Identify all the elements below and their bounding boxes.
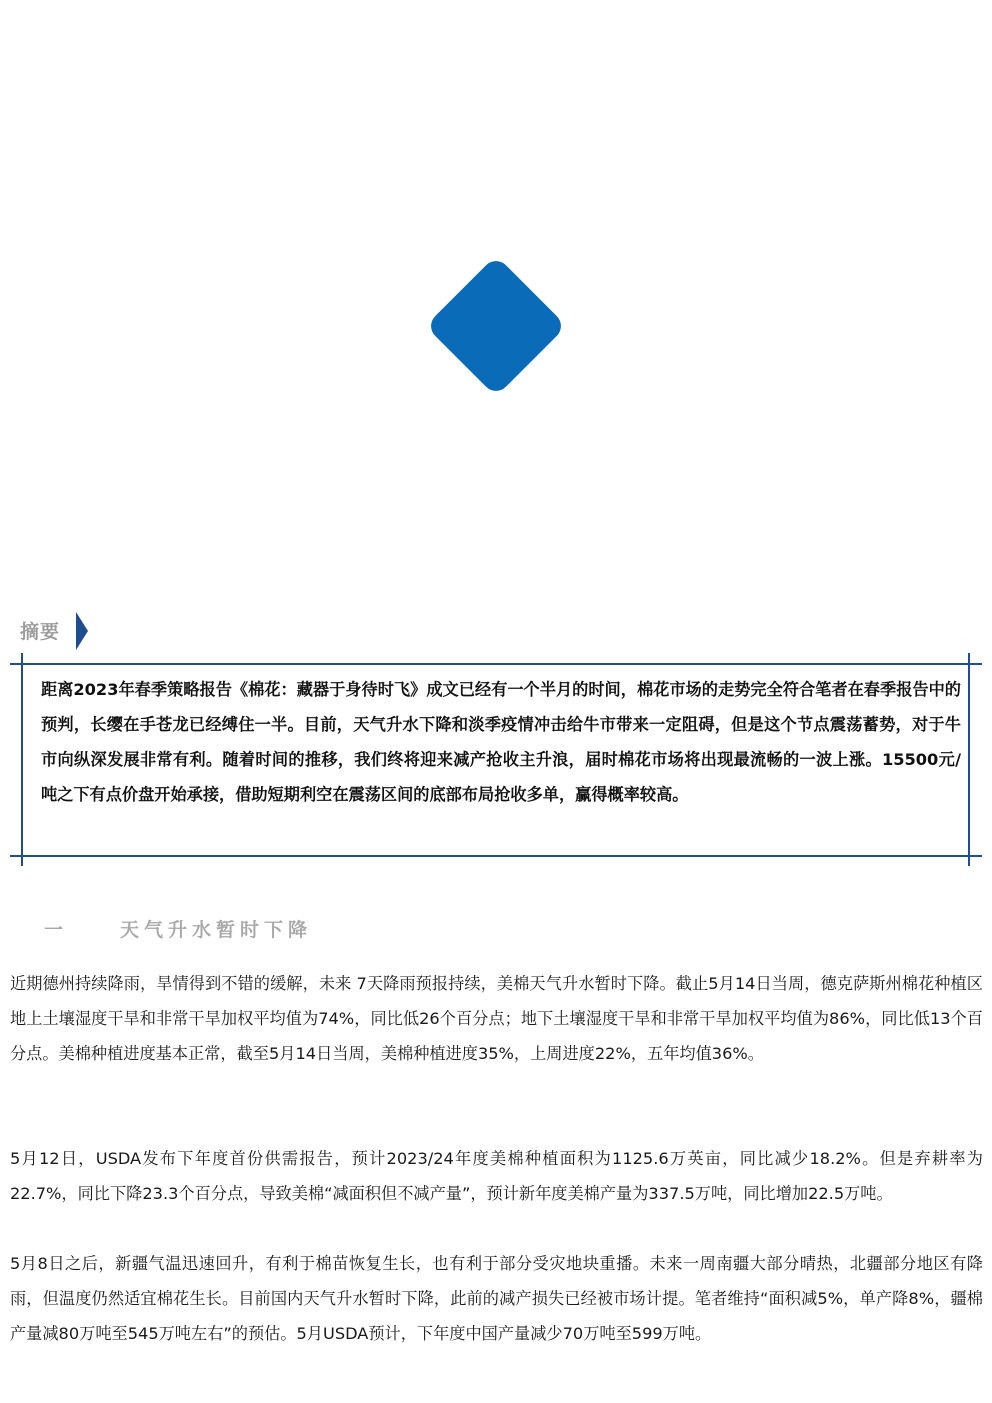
paragraph-usda: 5月12日，USDA发布下年度首份供需报告，预计2023/24年度美棉种植面积为1125.6万英亩，同比减少18.2%。但是弃耕率为22.7%，同比下降23.3个百分点，导致美棉“减面积但不减产量”，预计新年度美棉产量为337.5万吨，同比增加22.5万吨。 <box>10 1149 983 1203</box>
arrow-marker-icon <box>76 612 88 650</box>
summary-label: 摘要 <box>20 621 61 643</box>
section-title: 天气升水暂时下降 <box>120 919 313 941</box>
paragraph-xinjiang: 5月8日之后，新疆气温迅速回升，有利于棉苗恢复生长，也有利于部分受灾地块重播。未来一周南疆大部分晴热，北疆部分地区有降雨，但温度仍然适宜棉花生长。目前国内天气升水暂时下降，此前的减产损失已经被市场计提。笔者维持“面积减5%，单产降8%，疆棉产量减80万吨至545万吨左右”的预估。5月USDA预计，下年度中国产量减少70万吨至599万吨。 <box>10 1254 983 1343</box>
paragraph-weather: 近期德州持续降雨，旱情得到不错的缓解，未来 7天降雨预报持续，美棉天气升水暂时下降。截止5月14日当周，德克萨斯州棉花种植区地上土壤湿度干旱和非常干旱加权平均值为74%，同比低26个百分点；地下土壤湿度干旱和非常干旱加权平均值为86%，同比低13个百分点。美棉种植进度基本正常，截至5月14日当周，美棉种植进度35%，上周进度22%，五年均值36%。 <box>10 974 983 1063</box>
section-number: 一 <box>44 919 64 941</box>
summary-text: 距离2023年春季策略报告《棉花：藏器于身待时飞》成文已经有一个半月的时间，棉花市场的走势完全符合笔者在春季报告中的预判，长缨在手苍龙已经缚住一半。目前，天气升水下降和淡季疫情冲击给牛市带来一定阻碍，但是这个节点震荡蓄势，对于牛市向纵深发展非常有利。随着时间的推移，我们终将迎来减产抢收主升浪，届时棉花市场将出现最流畅的一波上涨。15500元/吨之下有点价盘开始承接，借助短期利空在震荡区间的底部布局抢收多单，赢得概率较高。 <box>41 680 961 804</box>
diamond-logo-icon <box>425 255 566 396</box>
summary-box <box>10 663 982 856</box>
